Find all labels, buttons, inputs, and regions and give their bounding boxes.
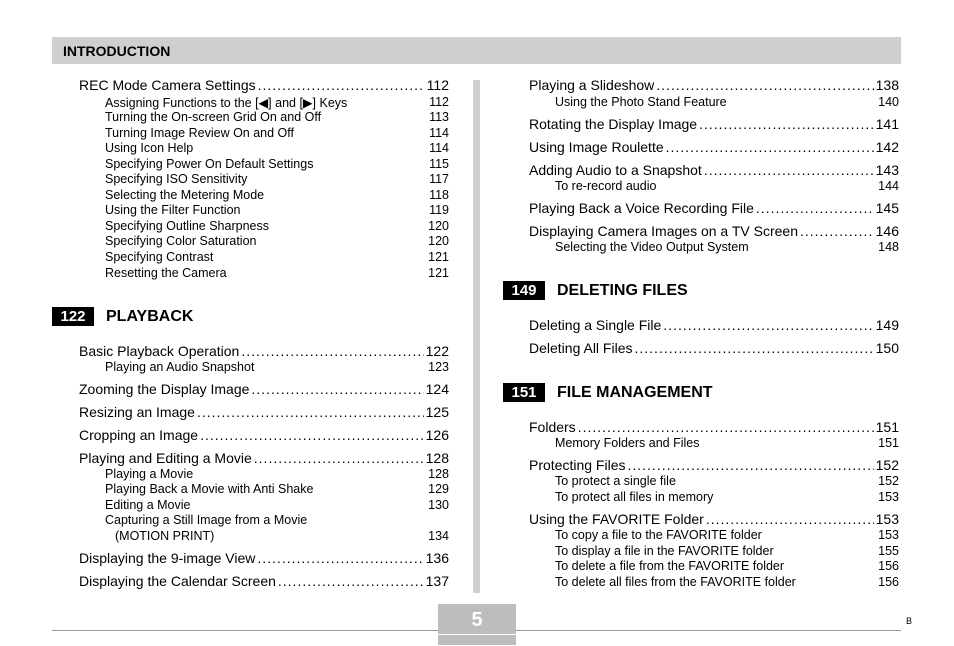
toc-sub[interactable]: Specifying Contrast 121 — [105, 250, 449, 264]
page-number: 5 — [471, 609, 483, 631]
toc-sub[interactable]: Editing a Movie 130 — [105, 498, 449, 512]
header-bar — [52, 37, 901, 64]
toc-entry-basic-playback[interactable]: Basic Playback Operation ..... 122 — [79, 343, 449, 359]
column-divider — [473, 80, 480, 593]
toc-sub[interactable]: Using the Filter Function 119 — [105, 203, 449, 217]
toc-sub[interactable]: Assigning Functions to the [◀] and [▶] Keys 112 — [105, 95, 449, 110]
toc-sub[interactable]: Specifying Color Saturation 120 — [105, 234, 449, 248]
toc-sub[interactable]: Turning the On-screen Grid On and Off 113 — [105, 110, 449, 124]
toc-sub[interactable]: Resetting the Camera 121 — [105, 266, 449, 280]
toc-entry-slideshow[interactable]: Playing a Slideshow ..... 138 — [529, 77, 899, 93]
toc-entry-favorite[interactable]: Using the FAVORITE Folder ..... 153 — [529, 511, 899, 527]
toc-sub[interactable]: To protect a single file 152 — [555, 474, 899, 488]
toc-sub[interactable]: Using Icon Help 114 — [105, 141, 449, 155]
toc-sub[interactable]: Capturing a Still Image from a Movie — [105, 513, 308, 527]
section-file-management[interactable] — [503, 383, 713, 402]
section-deleting-files[interactable] — [503, 281, 688, 300]
section-title: DELETING FILES — [557, 281, 688, 299]
toc-sub[interactable]: Playing an Audio Snapshot 123 — [105, 360, 449, 374]
toc-entry-crop[interactable]: Cropping an Image ..... 126 — [79, 427, 449, 443]
toc-entry-audio[interactable]: Adding Audio to a Snapshot ..... 143 — [529, 162, 899, 178]
toc-sub[interactable]: Selecting the Video Output System 148 — [555, 240, 899, 254]
toc-sub[interactable]: Playing Back a Movie with Anti Shake 129 — [105, 482, 449, 496]
toc-sub[interactable]: Selecting the Metering Mode 118 — [105, 188, 449, 202]
toc-sub[interactable]: To delete all files from the FAVORITE folder 156 — [555, 575, 899, 589]
toc-sub[interactable]: (MOTION PRINT) 134 — [115, 529, 449, 543]
toc-sub[interactable]: Turning Image Review On and Off 114 — [105, 126, 449, 140]
toc-entry-delete-single[interactable]: Deleting a Single File ..... 149 — [529, 317, 899, 333]
page-number-box — [438, 604, 516, 645]
toc-sub[interactable]: Memory Folders and Files 151 — [555, 436, 899, 450]
section-number: 122 — [52, 307, 94, 326]
toc-entry-rec-mode[interactable]: REC Mode Camera Settings ..... 112 — [79, 77, 449, 93]
toc-sub[interactable]: To re-record audio 144 — [555, 179, 899, 193]
toc-entry-voice[interactable]: Playing Back a Voice Recording File ..... 145 — [529, 200, 899, 216]
toc-entry-tv[interactable]: Displaying Camera Images on a TV Screen ..... 146 — [529, 223, 899, 239]
section-playback[interactable] — [52, 307, 193, 326]
toc-sub[interactable]: Specifying ISO Sensitivity 117 — [105, 172, 449, 186]
toc-sub[interactable]: To protect all files in memory 153 — [555, 490, 899, 504]
toc-sub[interactable]: To display a file in the FAVORITE folder 155 — [555, 544, 899, 558]
toc-entry-delete-all[interactable]: Deleting All Files ..... 150 — [529, 340, 899, 356]
toc-sub[interactable]: Specifying Outline Sharpness 120 — [105, 219, 449, 233]
section-number: 149 — [503, 281, 545, 300]
section-title: PLAYBACK — [106, 307, 194, 325]
toc-entry-roulette[interactable]: Using Image Roulette ..... 142 — [529, 139, 899, 155]
toc-sub[interactable]: Playing a Movie 128 — [105, 467, 449, 481]
section-title: FILE MANAGEMENT — [557, 383, 713, 401]
toc-entry-9-image[interactable]: Displaying the 9-image View ..... 136 — [79, 550, 449, 566]
corner-mark: B — [906, 616, 913, 626]
toc-sub[interactable]: To delete a file from the FAVORITE folder 156 — [555, 559, 899, 573]
toc-entry-movie[interactable]: Playing and Editing a Movie ..... 128 — [79, 450, 449, 466]
toc-sub[interactable]: To copy a file to the FAVORITE folder 153 — [555, 528, 899, 542]
toc-entry-protect[interactable]: Protecting Files ..... 152 — [529, 457, 899, 473]
toc-sub[interactable]: Using the Photo Stand Feature 140 — [555, 95, 899, 109]
toc-entry-resize[interactable]: Resizing an Image ..... 125 — [79, 404, 449, 420]
toc-sub[interactable]: Specifying Power On Default Settings 115 — [105, 157, 449, 171]
section-number: 151 — [503, 383, 545, 402]
toc-entry-calendar[interactable]: Displaying the Calendar Screen ..... 137 — [79, 573, 449, 589]
toc-entry-folders[interactable]: Folders ..... 151 — [529, 419, 899, 435]
toc-entry-rotate[interactable]: Rotating the Display Image ..... 141 — [529, 116, 899, 132]
page-title: INTRODUCTION — [63, 43, 171, 59]
toc-entry-zoom[interactable]: Zooming the Display Image ..... 124 — [79, 381, 449, 397]
